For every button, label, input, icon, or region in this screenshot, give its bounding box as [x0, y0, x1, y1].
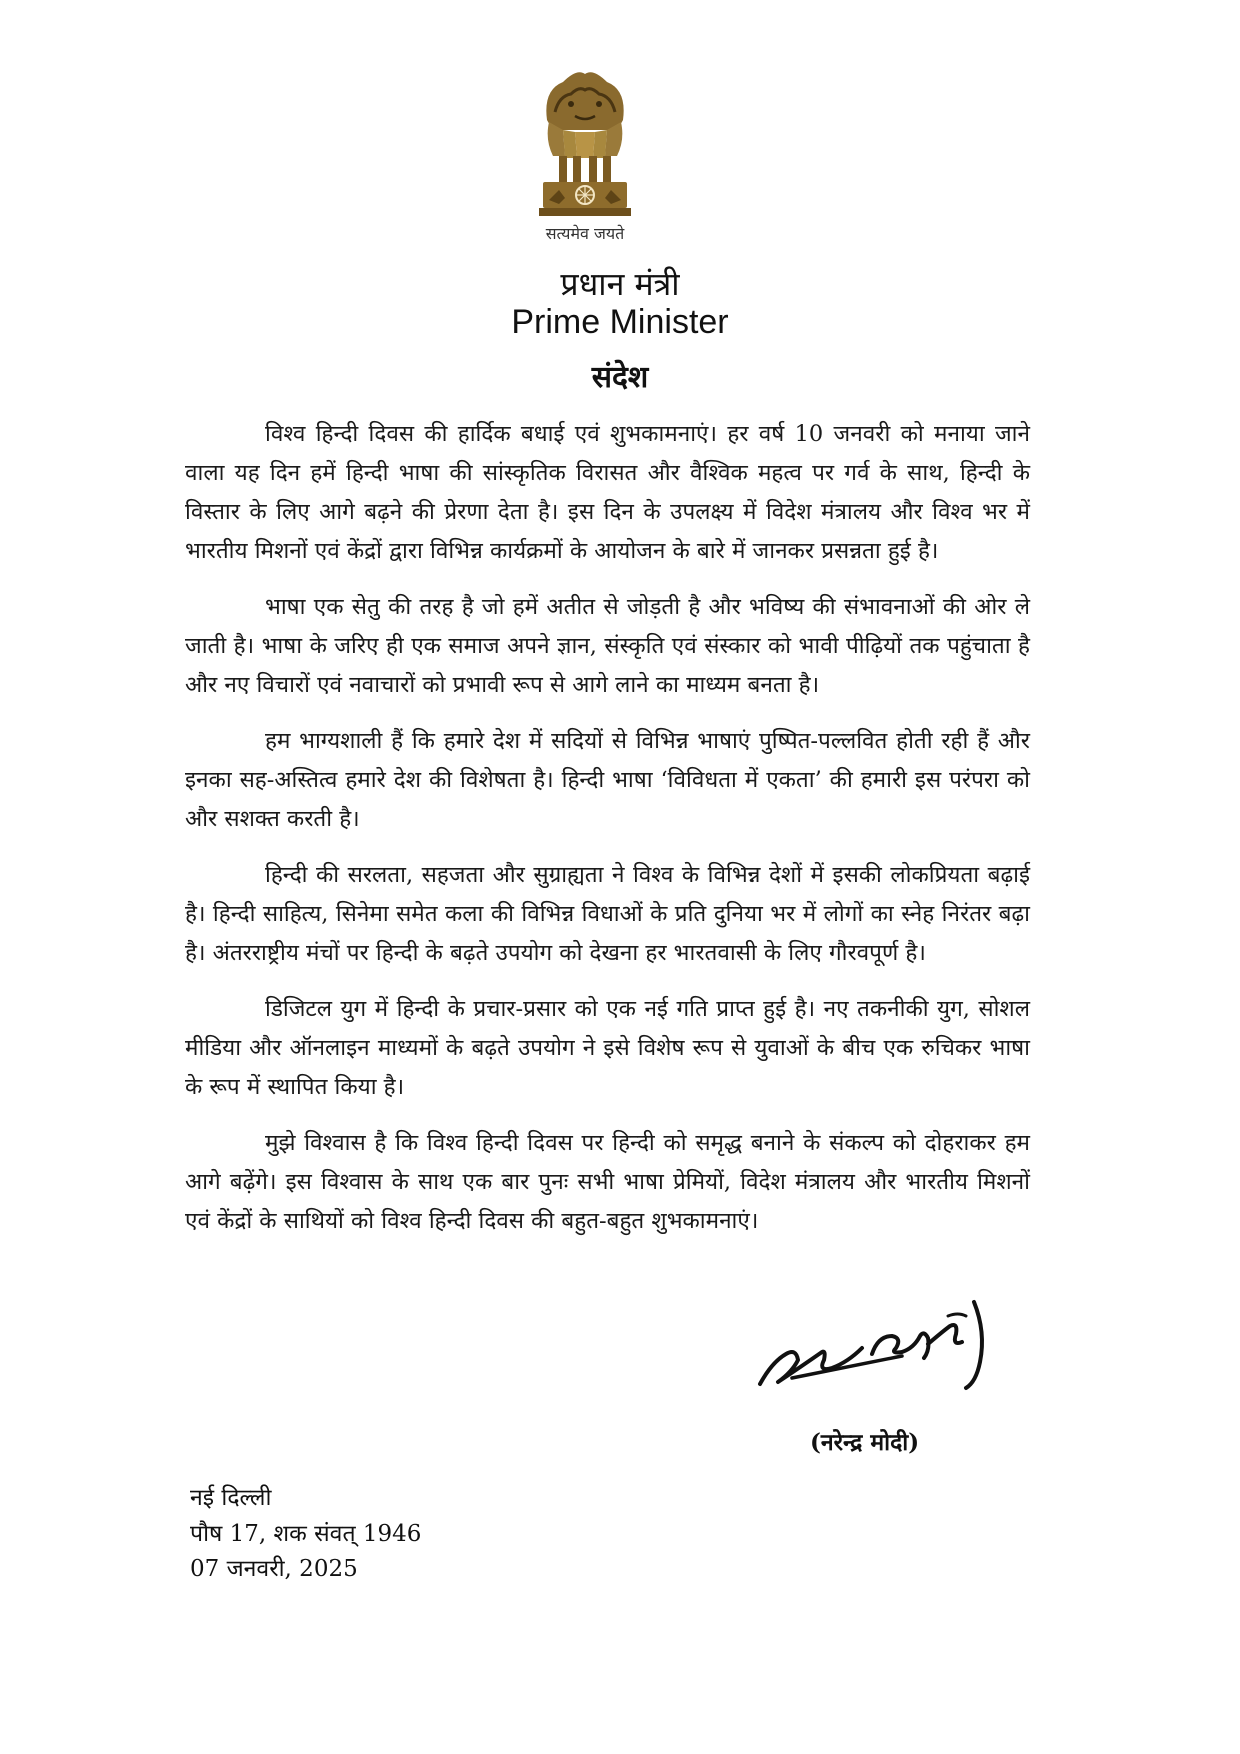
national-emblem-icon	[525, 60, 645, 230]
paragraph-1: विश्व हिन्दी दिवस की हार्दिक बधाई एवं शुभकामनाएं। हर वर्ष 10 जनवरी को मनाया जाने वाला यह दिन हमें हिन्दी भाषा की सांस्कृतिक विरासत और वैश्विक महत्व पर गर्व के साथ, हिन्दी के विस्तार के लिए आगे बढ़ने की प्रेरणा देता है। इस दिन के उपलक्ष्य में विदेश मंत्रालय और विश्व भर में भारतीय मिशनों एवं केंद्रों द्वारा विभिन्न कार्यक्रमों के आयोजन के बारे में जानकर प्रसन्नता हुई है।	[185, 421, 1030, 564]
paragraph-3: हम भाग्यशाली हैं कि हमारे देश में सदियों से विभिन्न भाषाएं पुष्पित-पल्लवित होती रही हैं और इनका सह-अस्तित्व हमारे देश की विशेषता है। हिन्दी भाषा ‘विविधता में एकता’ की हमारी इस परंपरा को और सशक्त करती है।	[185, 728, 1030, 832]
title-hindi: प्रधान मंत्री	[560, 265, 680, 303]
message-heading: संदेश	[591, 360, 649, 395]
paragraph-5: डिजिटल युग में हिन्दी के प्रचार-प्रसार को एक नई गति प्राप्त हुई है। नए तकनीकी युग, सोशल मीडिया और ऑनलाइन माध्यमों के बढ़ते उपयोग ने इसे विशेष रूप से युवाओं के बीच एक रुचिकर भाषा के रूप में स्थापित किया है।	[185, 996, 1030, 1100]
place-line: नई दिल्ली	[190, 1485, 272, 1511]
letter-body	[185, 415, 1030, 1258]
emblem-motto: सत्यमेव जयते	[545, 224, 625, 243]
signatory-name: (नरेन्द्र मोदी)	[810, 1429, 920, 1456]
paragraph-6: मुझे विश्वास है कि विश्व हिन्दी दिवस पर हिन्दी को समृद्ध बनाने के संकल्प को दोहराकर हम आगे बढ़ेंगे। इस विश्वास के साथ एक बार पुनः सभी भाषा प्रेमियों, विदेश मंत्रालय और भारतीय मिशनों एवं केंद्रों के साथियों को विश्व हिन्दी दिवस की बहुत-बहुत शुभकामनाएं।	[185, 1130, 1030, 1234]
paragraph-2: भाषा एक सेतु की तरह है जो हमें अतीत से जोड़ती है और भविष्य की संभावनाओं की ओर ले जाती है। भाषा के जरिए ही एक समाज अपने ज्ञान, संस्कृति एवं संस्कार को भावी पीढ़ियों तक पहुंचाता है और नए विचारों एवं नवाचारों को प्रभावी रूप से आगे लाने का माध्यम बनता है।	[185, 594, 1030, 698]
date-line: 07 जनवरी, 2025	[190, 1556, 358, 1582]
handwritten-signature	[752, 1292, 1027, 1412]
title-english: Prime Minister	[511, 303, 729, 341]
saka-date-line: पौष 17, शक संवत् 1946	[190, 1521, 422, 1547]
paragraph-4: हिन्दी की सरलता, सहजता और सुग्राह्यता ने विश्व के विभिन्न देशों में इसकी लोकप्रियता बढ़ाई है। हिन्दी साहित्य, सिनेमा समेत कला की विभिन्न विधाओं के प्रति दुनिया भर में लोगों का स्नेह निरंतर बढ़ा है। अंतरराष्ट्रीय मंचों पर हिन्दी के बढ़ते उपयोग को देखना हर भारतवासी के लिए गौरवपूर्ण है।	[185, 862, 1030, 966]
